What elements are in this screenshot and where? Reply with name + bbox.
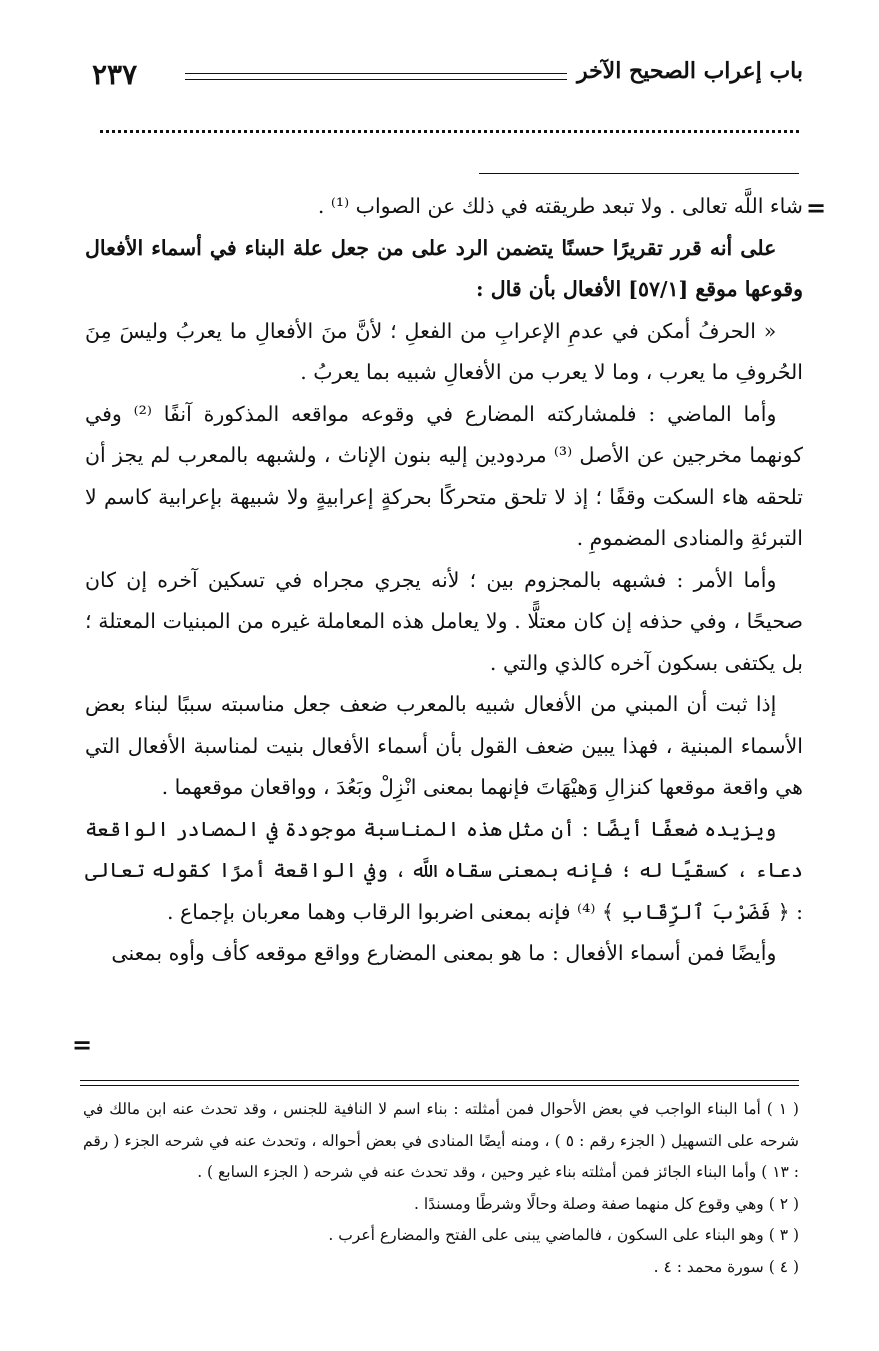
paragraph-built-verbs: إذا ثبت أن المبني من الأفعال شبيه بالمعرب ضعف جعل مناسبته سببًا لبناء بعض الأسماء المبنية ، فهذا يبين ضعف القول بأن أسماء الأفعال بنيت لمناسبة الأفعال التي هي واقعة موقعها كنزالِ وَهيْهَاتَ فإنهما بمعنى انْزِلْ وبَعُدَ ، وواقعان موقعهما . [85,692,803,799]
paragraph-weakness: ويزيده ضعفًا أيضًا : أن مثل هذه المناسبة موجودة في المصادر الواقعة دعاء ، كسقيًا له ؛ فإنه بمعنى سقاه اللَّه ، وفي الواقعة أمرًا كقوله تعالى : ﴿ فَضَرْبَ ٱلرِّقَابِ ﴾ ⁽⁴⁾ فإنه بمعنى اضربوا الرقاب وهما معربان بإجماع . [85,816,803,924]
paragraph-past-tense: وأما الماضي : فلمشاركته المضارع في وقوعه مواقعه المذكورة آنفًا ⁽²⁾ وفي كونهما مخرجين عن الأصل ⁽³⁾ مردودين إليه بنون الإناث ، ولشبهه بالمعرب لم يجز أن تلحقه هاء السكت وقفًا ؛ إذ لا تلحق متحركًا بحركةٍ إعرابيةٍ ولا شبيهة بإعرابية كاسم لا التبرئةِ والمنادى المضمومِ . [85,401,803,550]
running-title: باب إعراب الصحيح الآخر [576,58,803,84]
dotted-separator [100,130,799,133]
continuation-mark-bottom: = [72,1030,93,1059]
footnote-4: ( ٤ ) سورة محمد : ٤ . [653,1257,799,1276]
continuation-rule [479,173,799,174]
main-text [85,186,803,975]
paragraph-continuation: شاء اللَّه تعالى . ولا تبعد طريقته في ذلك عن الصواب ⁽¹⁾ . [317,194,803,218]
page-number: ٢٣٧ [92,58,138,91]
footnote-2: ( ٢ ) وهي وقوع كل منهما صفة وصلة وحالًا وشرطًا ومسندًا . [414,1194,799,1213]
paragraph-quote: « الحرفُ أمكن في عدمِ الإعرابِ من الفعلِ ؛ لأنَّ منَ الأفعالِ ما يعربُ وليسَ مِنَ الحُروفِ ما يعرب ، وما لا يعرب من الأفعالِ شبيه بما يعربُ . [85,318,803,384]
footnote-3: ( ٣ ) وهو البناء على السكون ، فالماضي يبنى على الفتح والمضارع أعرب . [328,1226,799,1244]
continuation-mark-top: = [806,193,827,222]
footnotes [83,1094,799,1283]
footnote-double-rule [80,1080,799,1086]
footnote-1: ( ١ ) أما البناء الواجب في بعض الأحوال فمن أمثلته : بناء اسم لا النافية للجنس ، وقد تحدث عنه ابن مالك في شرحه على التسهيل ( الجزء رقم : ٥ ) ، ومنه أيضًا المنادى في بعض أحواله ، وتحدث عنه في شرحه الجزء ( رقم : ١٣ ) وأما البناء الجائز فمن أمثلته بناء غير وحين ، وقد تحدث عنه في شرحه ( الجزء السابع ) . [83,1100,800,1181]
paragraph-imperative: وأما الأمر : فشبهه بالمجزوم بين ؛ لأنه يجري مجراه في تسكين آخره إن كان صحيحًا ، وفي حذفه إن كان معتلًّا . ولا يعامل هذه المعاملة غيره من المبنيات المعتلة ؛ بل يكتفى بسكون آخره كالذي والتي . [85,567,803,675]
header-double-rule [185,73,567,80]
paragraph-bold-intro: على أنه قرر تقريرًا حسنًا يتضمن الرد على من جعل علة البناء في أسماء الأفعال وقوعها موقع [٥٧/١] الأفعال بأن قال : [85,235,803,301]
paragraph-verb-nouns: وأيضًا فمن أسماء الأفعال : ما هو بمعنى المضارع وواقع موقعه كأف وأوه بمعنى [111,941,777,965]
